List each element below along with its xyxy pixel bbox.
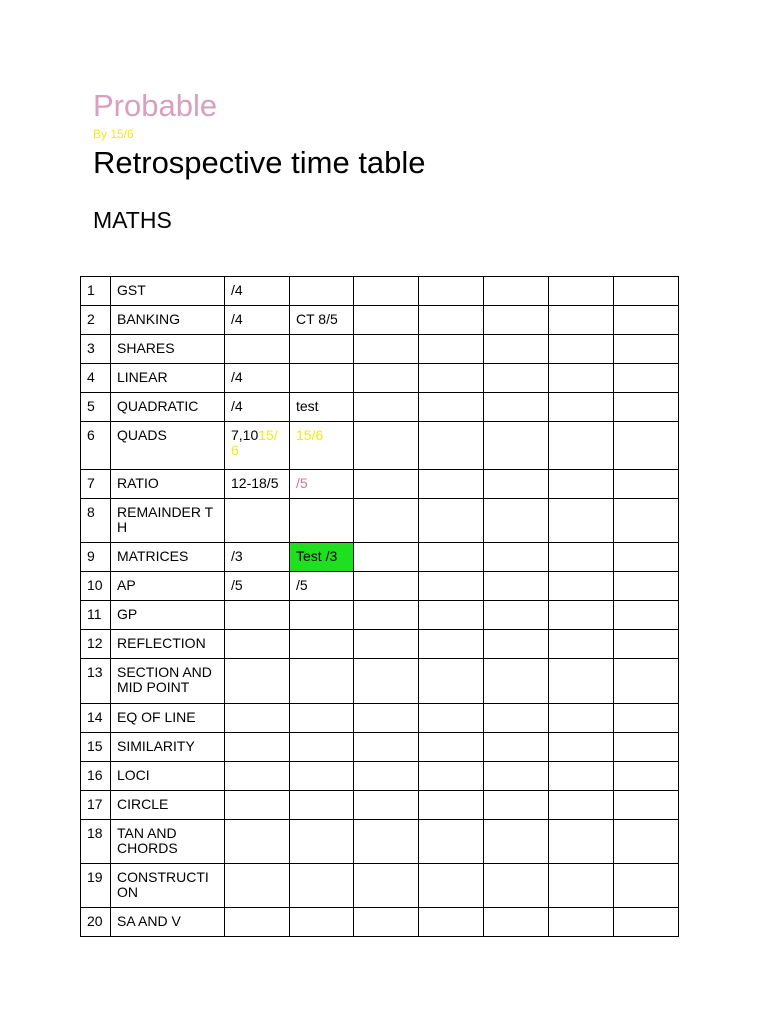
empty-cell bbox=[484, 335, 549, 364]
empty-cell bbox=[549, 499, 614, 543]
heading-probable: Probable bbox=[93, 88, 218, 123]
table-row bbox=[81, 422, 679, 470]
empty-cell bbox=[354, 572, 419, 601]
empty-cell bbox=[419, 499, 484, 543]
date-cell-2: /5 bbox=[290, 572, 354, 601]
row-number: 5 bbox=[81, 393, 111, 422]
empty-cell bbox=[419, 908, 484, 937]
empty-cell bbox=[614, 499, 679, 543]
topic-cell: GST bbox=[111, 277, 225, 306]
topic-cell: LOCI bbox=[111, 762, 225, 791]
timetable bbox=[80, 276, 679, 937]
empty-cell bbox=[549, 306, 614, 335]
row-number: 14 bbox=[81, 704, 111, 733]
empty-cell bbox=[614, 820, 679, 864]
topic-cell: EQ OF LINE bbox=[111, 704, 225, 733]
date-cell-1 bbox=[225, 733, 290, 762]
table-row bbox=[81, 704, 679, 733]
date-cell-2 bbox=[290, 601, 354, 630]
date-cell-1 bbox=[225, 630, 290, 659]
table-row bbox=[81, 393, 679, 422]
empty-cell bbox=[614, 659, 679, 704]
empty-cell bbox=[549, 704, 614, 733]
date-cell-2: CT 8/5 bbox=[290, 306, 354, 335]
empty-cell bbox=[419, 364, 484, 393]
table-row bbox=[81, 791, 679, 820]
topic-cell: QUADS bbox=[111, 422, 225, 470]
date-cell-1 bbox=[225, 601, 290, 630]
topic-cell: MATRICES bbox=[111, 543, 225, 572]
date-cell-1 bbox=[225, 791, 290, 820]
empty-cell bbox=[614, 335, 679, 364]
empty-cell bbox=[354, 499, 419, 543]
date-text: 7,10 bbox=[231, 427, 259, 443]
empty-cell bbox=[419, 733, 484, 762]
table-row bbox=[81, 659, 679, 704]
empty-cell bbox=[354, 277, 419, 306]
table-row bbox=[81, 335, 679, 364]
empty-cell bbox=[549, 820, 614, 864]
empty-cell bbox=[484, 704, 549, 733]
topic-cell: REFLECTION bbox=[111, 630, 225, 659]
empty-cell bbox=[614, 908, 679, 937]
date-cell-1: /5 bbox=[225, 572, 290, 601]
empty-cell bbox=[484, 499, 549, 543]
empty-cell bbox=[549, 393, 614, 422]
date-cell-1 bbox=[225, 704, 290, 733]
empty-cell bbox=[484, 791, 549, 820]
row-number: 10 bbox=[81, 572, 111, 601]
date-cell-2: /5 bbox=[290, 470, 354, 499]
date-cell-2 bbox=[290, 499, 354, 543]
empty-cell bbox=[354, 733, 419, 762]
empty-cell bbox=[354, 601, 419, 630]
empty-cell bbox=[484, 908, 549, 937]
test-cell: Test /3 bbox=[290, 543, 354, 572]
row-number: 8 bbox=[81, 499, 111, 543]
empty-cell bbox=[354, 422, 419, 470]
empty-cell bbox=[614, 572, 679, 601]
date-cell-2 bbox=[290, 733, 354, 762]
empty-cell bbox=[614, 601, 679, 630]
topic-cell: SHARES bbox=[111, 335, 225, 364]
empty-cell bbox=[419, 864, 484, 908]
empty-cell bbox=[549, 601, 614, 630]
table-row bbox=[81, 733, 679, 762]
date-cell-2 bbox=[290, 277, 354, 306]
empty-cell bbox=[614, 543, 679, 572]
table-row bbox=[81, 601, 679, 630]
empty-cell bbox=[419, 572, 484, 601]
date-cell-1 bbox=[225, 499, 290, 543]
empty-cell bbox=[354, 791, 419, 820]
empty-cell bbox=[549, 733, 614, 762]
empty-cell bbox=[354, 306, 419, 335]
date-cell-1: 12-18/5 bbox=[225, 470, 290, 499]
empty-cell bbox=[614, 791, 679, 820]
empty-cell bbox=[549, 543, 614, 572]
table-row bbox=[81, 277, 679, 306]
empty-cell bbox=[484, 364, 549, 393]
empty-cell bbox=[354, 470, 419, 499]
empty-cell bbox=[484, 470, 549, 499]
topic-cell: SIMILARITY bbox=[111, 733, 225, 762]
subject-heading: MATHS bbox=[93, 207, 172, 233]
row-number: 6 bbox=[81, 422, 111, 470]
date-cell-2 bbox=[290, 630, 354, 659]
empty-cell bbox=[549, 630, 614, 659]
date-cell-1 bbox=[225, 422, 290, 470]
date-cell-1 bbox=[225, 659, 290, 704]
empty-cell bbox=[614, 364, 679, 393]
date-cell-1: /3 bbox=[225, 543, 290, 572]
date-cell-2 bbox=[290, 335, 354, 364]
empty-cell bbox=[549, 762, 614, 791]
table-row bbox=[81, 306, 679, 335]
empty-cell bbox=[614, 306, 679, 335]
empty-cell bbox=[419, 791, 484, 820]
empty-cell bbox=[549, 470, 614, 499]
topic-cell: CIRCLE bbox=[111, 791, 225, 820]
date-cell-2: 15/6 bbox=[290, 422, 354, 470]
date-cell-1 bbox=[225, 762, 290, 791]
date-cell-2 bbox=[290, 908, 354, 937]
empty-cell bbox=[484, 864, 549, 908]
row-number: 18 bbox=[81, 820, 111, 864]
empty-cell bbox=[484, 306, 549, 335]
empty-cell bbox=[419, 630, 484, 659]
date-cell-1 bbox=[225, 335, 290, 364]
empty-cell bbox=[419, 601, 484, 630]
table-row bbox=[81, 762, 679, 791]
empty-cell bbox=[484, 820, 549, 864]
empty-cell bbox=[484, 762, 549, 791]
table-row bbox=[81, 908, 679, 937]
table-row bbox=[81, 820, 679, 864]
row-number: 15 bbox=[81, 733, 111, 762]
empty-cell bbox=[354, 864, 419, 908]
date-cell-2 bbox=[290, 791, 354, 820]
empty-cell bbox=[614, 704, 679, 733]
date-cell-2: test bbox=[290, 393, 354, 422]
empty-cell bbox=[484, 422, 549, 470]
row-number: 19 bbox=[81, 864, 111, 908]
empty-cell bbox=[614, 393, 679, 422]
empty-cell bbox=[614, 422, 679, 470]
deadline-note: By 15/6 bbox=[93, 127, 134, 141]
empty-cell bbox=[484, 659, 549, 704]
empty-cell bbox=[484, 393, 549, 422]
empty-cell bbox=[354, 630, 419, 659]
date-cell-2 bbox=[290, 762, 354, 791]
empty-cell bbox=[549, 572, 614, 601]
empty-cell bbox=[419, 762, 484, 791]
date-cell-1: /4 bbox=[225, 364, 290, 393]
table-row bbox=[81, 572, 679, 601]
row-number: 11 bbox=[81, 601, 111, 630]
empty-cell bbox=[354, 908, 419, 937]
row-number: 17 bbox=[81, 791, 111, 820]
empty-cell bbox=[614, 630, 679, 659]
empty-cell bbox=[419, 704, 484, 733]
date-cell-1 bbox=[225, 864, 290, 908]
empty-cell bbox=[419, 277, 484, 306]
empty-cell bbox=[354, 393, 419, 422]
empty-cell bbox=[419, 335, 484, 364]
topic-cell: CONSTRUCTION bbox=[111, 864, 225, 908]
row-number: 12 bbox=[81, 630, 111, 659]
empty-cell bbox=[484, 572, 549, 601]
date-cell-1: /4 bbox=[225, 277, 290, 306]
empty-cell bbox=[354, 704, 419, 733]
date-cell-2 bbox=[290, 704, 354, 733]
empty-cell bbox=[354, 364, 419, 393]
topic-cell: TAN AND CHORDS bbox=[111, 820, 225, 864]
row-number: 13 bbox=[81, 659, 111, 704]
empty-cell bbox=[549, 864, 614, 908]
empty-cell bbox=[614, 762, 679, 791]
empty-cell bbox=[549, 335, 614, 364]
table-row bbox=[81, 864, 679, 908]
table-row bbox=[81, 499, 679, 543]
empty-cell bbox=[549, 791, 614, 820]
empty-cell bbox=[549, 364, 614, 393]
row-number: 20 bbox=[81, 908, 111, 937]
empty-cell bbox=[419, 393, 484, 422]
empty-cell bbox=[614, 733, 679, 762]
empty-cell bbox=[354, 659, 419, 704]
date-text-highlight: 15/6 bbox=[231, 427, 278, 458]
date-cell-2 bbox=[290, 659, 354, 704]
empty-cell bbox=[484, 601, 549, 630]
empty-cell bbox=[549, 659, 614, 704]
row-number: 4 bbox=[81, 364, 111, 393]
empty-cell bbox=[484, 733, 549, 762]
topic-cell: AP bbox=[111, 572, 225, 601]
empty-cell bbox=[419, 543, 484, 572]
page-title: Retrospective time table bbox=[93, 145, 426, 180]
empty-cell bbox=[419, 659, 484, 704]
row-number: 9 bbox=[81, 543, 111, 572]
topic-cell: SA AND V bbox=[111, 908, 225, 937]
empty-cell bbox=[419, 306, 484, 335]
row-number: 7 bbox=[81, 470, 111, 499]
empty-cell bbox=[614, 864, 679, 908]
empty-cell bbox=[354, 820, 419, 864]
empty-cell bbox=[549, 422, 614, 470]
topic-cell: LINEAR bbox=[111, 364, 225, 393]
row-number: 2 bbox=[81, 306, 111, 335]
table-row bbox=[81, 364, 679, 393]
empty-cell bbox=[549, 908, 614, 937]
empty-cell bbox=[614, 277, 679, 306]
table-row bbox=[81, 543, 679, 572]
topic-cell: GP bbox=[111, 601, 225, 630]
empty-cell bbox=[419, 422, 484, 470]
empty-cell bbox=[484, 543, 549, 572]
date-cell-1: /4 bbox=[225, 306, 290, 335]
empty-cell bbox=[354, 543, 419, 572]
table-row bbox=[81, 630, 679, 659]
topic-cell: SECTION AND MID POINT bbox=[111, 659, 225, 704]
empty-cell bbox=[419, 470, 484, 499]
topic-cell: BANKING bbox=[111, 306, 225, 335]
topic-cell: RATIO bbox=[111, 470, 225, 499]
topic-cell: QUADRATIC bbox=[111, 393, 225, 422]
row-number: 16 bbox=[81, 762, 111, 791]
date-cell-2 bbox=[290, 364, 354, 393]
table-row bbox=[81, 470, 679, 499]
date-cell-1: /4 bbox=[225, 393, 290, 422]
row-number: 1 bbox=[81, 277, 111, 306]
empty-cell bbox=[549, 277, 614, 306]
empty-cell bbox=[484, 630, 549, 659]
row-number: 3 bbox=[81, 335, 111, 364]
date-cell-2 bbox=[290, 864, 354, 908]
empty-cell bbox=[484, 277, 549, 306]
empty-cell bbox=[419, 820, 484, 864]
date-cell-2 bbox=[290, 820, 354, 864]
empty-cell bbox=[354, 335, 419, 364]
topic-cell: REMAINDER TH bbox=[111, 499, 225, 543]
date-cell-1 bbox=[225, 820, 290, 864]
date-cell-1 bbox=[225, 908, 290, 937]
empty-cell bbox=[354, 762, 419, 791]
empty-cell bbox=[614, 470, 679, 499]
